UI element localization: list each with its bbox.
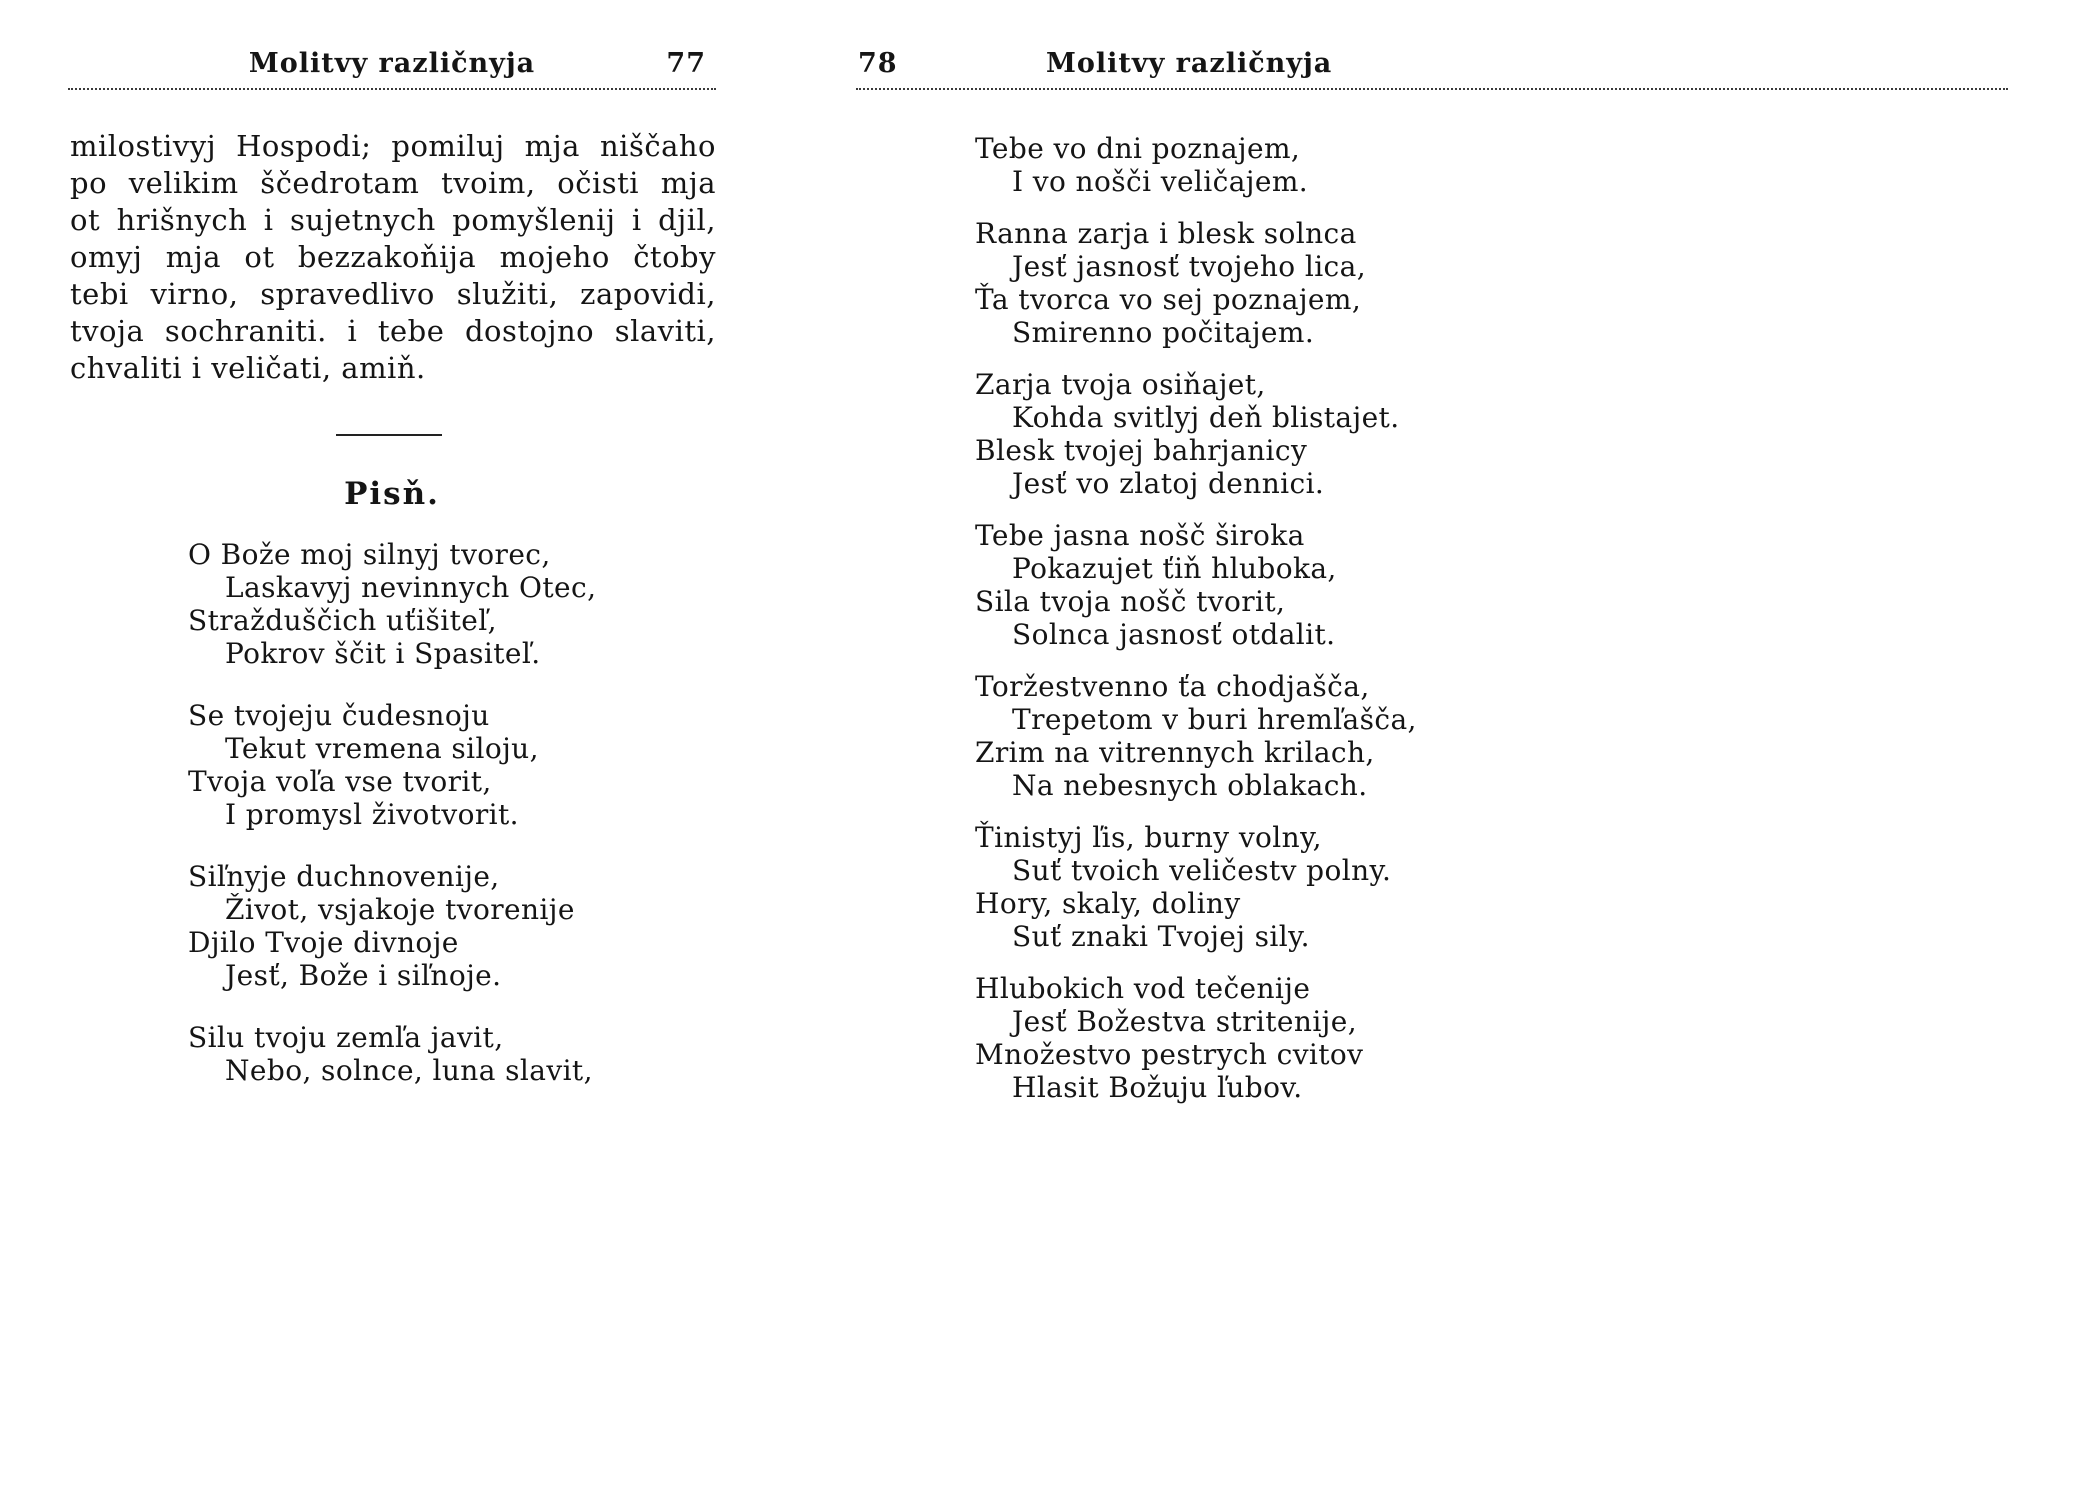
poem-line: Siľnyje duchnovenije, [188,860,500,893]
poem-line: Ťa tvorca vo sej poznajem, [975,283,1362,316]
poem-line: Laskavyj nevinnych Otec, [225,571,597,604]
page-number: 77 [666,48,706,79]
poem [188,538,708,1116]
poem-line: Smirenno počitajem. [1012,316,1315,349]
poem-line: I promysl životvorit. [225,798,519,831]
stanza [975,670,1445,802]
section-title: Pisň. [344,476,440,512]
poem-line: Jesť, Bože i siľnoje. [225,959,502,992]
poem-line: Hory, skaly, doliny [975,887,1241,920]
paragraph-line: milostivyj Hospodi; pomiluj mja niščaho [70,129,716,163]
poem-line: Množestvo pestrych cvitov [975,1038,1364,1071]
poem-line: Hlubokich vod tečenije [975,972,1311,1005]
poem-line: Djilo Tvoje divnoje [188,926,459,959]
poem-line: Kohda svitlyj deň blistajet. [1012,401,1400,434]
poem-line: Tekut vremena siloju, [225,732,539,765]
poem-line: Jesť Božestva stritenije, [1012,1005,1358,1038]
poem-line: Hlasit Božuju ľubov. [1012,1071,1303,1104]
poem-line: Ranna zarja i blesk solnca [975,217,1357,250]
stanza [188,538,708,670]
poem-line: Jesť vo zlatoj dennici. [1012,467,1325,500]
paragraph-line: ot hrišnych i sujetnych pomyšlenij i djil, [70,203,716,237]
poem-line: O Bože moj silnyj tvorec, [188,538,551,571]
section-divider [336,434,442,436]
prayer-paragraph [70,128,716,387]
poem-line: Trepetom v buri hremľašča, [1012,703,1417,736]
stanza [975,972,1445,1104]
poem-line: Tebe jasna nošč široka [975,519,1305,552]
poem-line: Suť tvoich veličestv polny. [1012,854,1392,887]
stanza [188,860,708,992]
poem-line: Blesk tvojej bahrjanicy [975,434,1308,467]
poem-line: Suť znaki Tvojej sily. [1012,920,1310,953]
page-header [856,48,2008,90]
stanza [975,519,1445,651]
poem-line: Tebe vo dni poznajem, [975,132,1301,165]
poem-line: Stražduščich uťišiteľ, [188,604,497,637]
poem-line: Pokazujet ťiň hluboka, [1012,552,1337,585]
paragraph-line: po velikim ščedrotam tvoim, očisti mja [70,166,716,200]
poem-line: Jesť jasnosť tvojeho lica, [1012,250,1367,283]
poem-line: Toržestvenno ťa chodjašča, [975,670,1370,703]
poem-line: Solnca jasnosť otdalit. [1012,618,1336,651]
poem-line: Nebo, solnce, luna slavit, [225,1054,593,1087]
stanza [188,1021,708,1087]
poem-line: Zrim na vitrennych krilach, [975,736,1375,769]
poem-line: Tvoja voľa vse tvorit, [188,765,492,798]
stanza [975,821,1445,953]
page-header [68,48,716,90]
paragraph-line: chvaliti i veličati, amiň. [70,351,426,385]
page-title: Molitvy različnyja [1046,48,1333,79]
paragraph-line: tebi virno, spravedlivo služiti, zapovidi, [70,277,716,311]
stanza [975,368,1445,500]
page-title: Molitvy različnyja [248,48,536,79]
stanza [975,132,1445,198]
poem-line: I vo nošči veličajem. [1012,165,1309,198]
paragraph-line: omyj mja ot bezzakoňija mojeho čtoby [70,240,716,274]
poem-line: Se tvojeju čudesnoju [188,699,490,732]
poem [975,132,1445,1123]
poem-line: Na nebesnych oblakach. [1012,769,1368,802]
poem-line: Silu tvoju zemľa javit, [188,1021,504,1054]
poem-line: Ťinistyj ľis, burny volny, [975,821,1322,854]
poem-line: Život, vsjakoje tvorenije [225,893,575,926]
stanza [188,699,708,831]
poem-line: Pokrov ščit i Spasiteľ. [225,637,541,670]
paragraph-line: tvoja sochraniti. i tebe dostojno slaviti, [70,314,716,348]
poem-line: Sila tvoja nošč tvorit, [975,585,1286,618]
poem-line: Zarja tvoja osiňajet, [975,368,1266,401]
page-number: 78 [858,48,898,79]
stanza [975,217,1445,349]
